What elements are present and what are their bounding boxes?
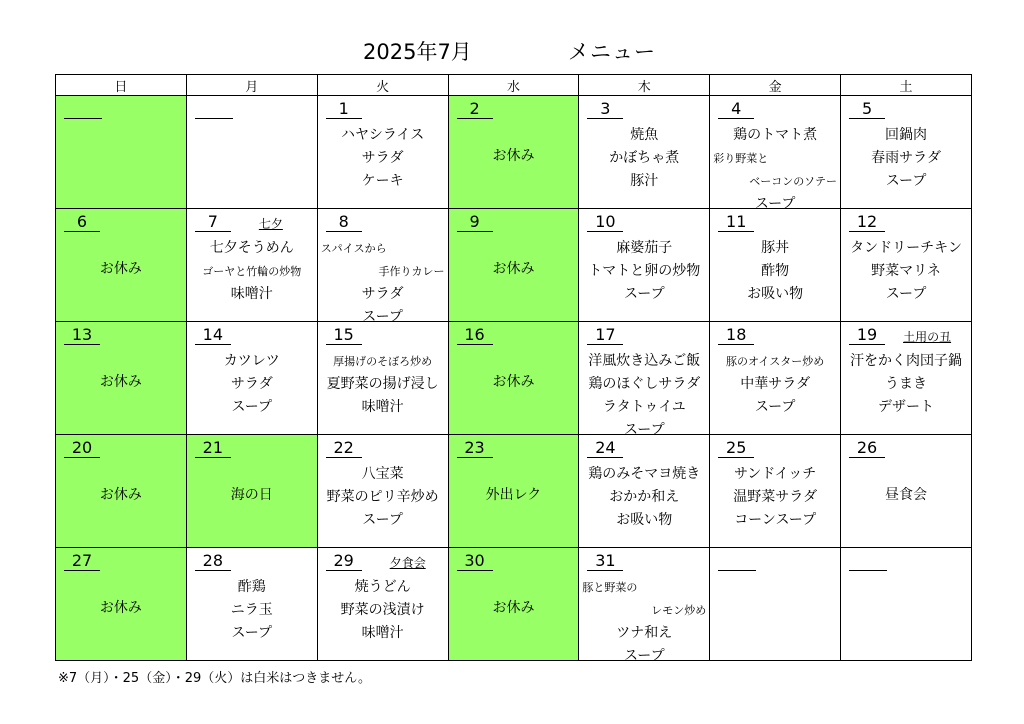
menu-item: うまき: [885, 376, 928, 392]
menu-item: スープ: [623, 648, 665, 664]
empty-day-line: [718, 551, 756, 571]
empty-day-line: [849, 551, 887, 571]
day-cell: [710, 435, 841, 548]
day-cell: [317, 209, 448, 325]
day-number: 17: [587, 325, 623, 345]
day-cell: [186, 96, 317, 209]
menu-list: [187, 237, 317, 306]
event-label: 夕食会: [389, 556, 426, 570]
menu-list: [841, 350, 971, 419]
weekday-tue: 火: [317, 75, 448, 96]
menu-item: 汗をかく肉団子鍋: [850, 353, 963, 369]
event-label: 七夕: [258, 217, 283, 231]
menu-item: 中華サラダ: [740, 376, 811, 392]
day-number: 21: [195, 438, 231, 458]
menu-item: 洋風炊き込みご飯: [588, 353, 701, 369]
menu-list: [318, 463, 448, 532]
day-center-label: お休み: [492, 600, 535, 616]
menu-item: 温野菜サラダ: [733, 489, 818, 505]
menu-item: デザート: [878, 399, 935, 415]
event-label: 土用の丑: [903, 330, 952, 344]
day-number: 5: [849, 99, 885, 119]
menu-item: 彩り野菜と: [713, 152, 769, 165]
menu-item: 鶏のみそマヨ焼き: [588, 466, 701, 482]
menu-item: タンドリーチキン: [850, 240, 962, 256]
day-number: 22: [326, 438, 362, 458]
menu-item: ニラ玉: [230, 602, 273, 618]
weekday-sat: 土: [841, 75, 972, 96]
day-cell: [56, 435, 187, 548]
menu-item: スープ: [754, 196, 796, 212]
menu-item: 手作りカレー: [378, 265, 445, 278]
day-center-label: お休み: [492, 261, 535, 277]
weekday-wed: 水: [448, 75, 579, 96]
day-number: 6: [64, 212, 100, 232]
day-cell: [579, 96, 710, 209]
menu-list: [318, 237, 448, 329]
day-cell: [56, 548, 187, 661]
weekday-fri: 金: [710, 75, 841, 96]
day-cell: [841, 96, 972, 209]
menu-item: スパイスから: [320, 242, 387, 255]
menu-item: ゴーヤと竹輪の炒物: [202, 265, 302, 278]
day-number: 28: [195, 551, 231, 571]
menu-item: 八宝菜: [361, 466, 404, 482]
day-cell: [841, 322, 972, 435]
menu-item: サンドイッチ: [733, 466, 817, 482]
day-number: 26: [849, 438, 885, 458]
day-cell: [579, 322, 710, 438]
menu-item: 夏野菜の揚げ浸し: [326, 376, 439, 392]
day-number: 16: [457, 325, 493, 345]
day-number: 30: [457, 551, 493, 571]
menu-item: 酢物: [761, 263, 790, 279]
day-number: 13: [64, 325, 100, 345]
menu-item: スープ: [362, 309, 403, 325]
day-center-label: お休み: [99, 261, 142, 277]
day-number: 9: [457, 212, 493, 232]
menu-item: 豚丼: [761, 240, 790, 256]
week-row: [56, 96, 972, 209]
day-center-label: 海の日: [230, 487, 273, 503]
weekday-header-row: [56, 75, 972, 96]
menu-item: サラダ: [230, 376, 273, 392]
menu-item: 味噌汁: [361, 625, 404, 641]
day-cell: [186, 435, 317, 548]
menu-item: 豚のオイスター炒め: [725, 355, 825, 368]
day-center-label: 外出レク: [485, 487, 542, 503]
day-cell: [448, 322, 579, 435]
day-cell: [841, 548, 972, 661]
title-menu-label: メニュー: [568, 40, 656, 64]
day-number: 27: [64, 551, 100, 571]
menu-list: [318, 124, 448, 193]
day-number: 15: [326, 325, 362, 345]
weekday-thu: 木: [579, 75, 710, 96]
menu-item: ケーキ: [361, 173, 404, 189]
title-month: 2025年7月: [363, 40, 472, 64]
menu-item: お吸い物: [616, 512, 673, 528]
menu-list: [187, 576, 317, 645]
day-cell: [448, 435, 579, 548]
menu-list: [841, 124, 971, 193]
week-row: [56, 548, 972, 661]
day-number: 10: [587, 212, 623, 232]
day-number: 14: [195, 325, 231, 345]
menu-item: スープ: [623, 422, 665, 438]
day-center-label: お休み: [99, 600, 142, 616]
week-row: [56, 435, 972, 548]
day-center-label: お休み: [492, 374, 535, 390]
day-cell: [579, 435, 710, 548]
menu-list: [318, 576, 448, 645]
day-cell: [710, 322, 841, 435]
menu-item: 鶏のトマト煮: [733, 127, 818, 143]
day-cell: [317, 548, 448, 661]
menu-item: スープ: [231, 399, 273, 415]
day-cell: [448, 96, 579, 209]
day-cell: [448, 548, 579, 661]
day-number: 24: [587, 438, 623, 458]
weekday-sun: 日: [56, 75, 187, 96]
menu-item: 焼うどん: [354, 579, 411, 595]
calendar-title: [0, 36, 1024, 66]
menu-item: スープ: [754, 399, 796, 415]
menu-item: 麻婆茄子: [616, 240, 673, 256]
day-cell: [710, 548, 841, 661]
day-cell: [579, 548, 710, 664]
day-cell: [56, 322, 187, 435]
menu-item: ラタトゥイユ: [602, 399, 686, 415]
menu-list: [710, 463, 840, 532]
day-cell: [841, 435, 972, 548]
day-number: 31: [587, 551, 623, 571]
menu-item: スープ: [362, 512, 403, 528]
day-number: 4: [718, 99, 754, 119]
menu-item: スープ: [623, 286, 665, 302]
menu-item: 鶏のほぐしサラダ: [588, 376, 701, 392]
menu-item: トマトと卵の炒物: [588, 263, 701, 279]
menu-item: スープ: [885, 173, 927, 189]
week-row: [56, 209, 972, 322]
day-number: 29: [326, 551, 362, 571]
day-number: 1: [326, 99, 362, 119]
menu-item: 豚汁: [630, 173, 659, 189]
menu-item: 野菜マリネ: [871, 263, 941, 279]
menu-list: [187, 350, 317, 419]
menu-item: ベーコンのソテー: [749, 175, 838, 188]
menu-list: [579, 350, 709, 442]
menu-item: 春雨サラダ: [871, 150, 941, 166]
menu-item: サラダ: [361, 286, 404, 302]
day-cell: [710, 96, 841, 212]
day-center-label: 昼食会: [885, 487, 928, 503]
day-number: 20: [64, 438, 100, 458]
footnote: ※7（月）・25（金）・29（火）は白米はつきません。: [58, 671, 372, 686]
menu-item: お吸い物: [747, 286, 804, 302]
menu-list: [318, 350, 448, 419]
day-cell: [710, 209, 841, 322]
day-cell: [56, 96, 187, 209]
menu-item: レモン炒め: [651, 604, 707, 617]
menu-item: 七夕そうめん: [209, 240, 294, 256]
day-cell: [186, 209, 317, 322]
day-center-label: お休み: [492, 148, 535, 164]
menu-list: [579, 124, 709, 193]
day-center-label: お休み: [99, 487, 142, 503]
menu-item: おかか和え: [609, 489, 680, 505]
empty-day-line: [195, 99, 233, 119]
menu-item: 焼魚: [630, 127, 659, 143]
menu-list: [710, 237, 840, 306]
menu-item: サラダ: [361, 150, 404, 166]
menu-item: 酢鶏: [237, 579, 266, 595]
menu-item: コーンスープ: [734, 512, 817, 528]
menu-list: [579, 237, 709, 306]
day-number: 19: [849, 325, 885, 345]
day-cell: [186, 548, 317, 661]
day-cell: [579, 209, 710, 322]
day-number: 2: [457, 99, 493, 119]
menu-item: 厚揚げのそぼろ炒め: [333, 355, 433, 368]
menu-item: 味噌汁: [361, 399, 404, 415]
calendar-body: [56, 96, 972, 664]
menu-item: ツナ和え: [616, 625, 673, 641]
menu-item: 味噌汁: [230, 286, 273, 302]
menu-calendar: [55, 74, 972, 664]
menu-list: [710, 350, 840, 419]
menu-item: かぼちゃ煮: [609, 150, 680, 166]
menu-item: ハヤシライス: [340, 127, 425, 143]
day-center-label: お休み: [99, 374, 142, 390]
menu-list: [841, 237, 971, 306]
weekday-mon: 月: [186, 75, 317, 96]
day-cell: [56, 209, 187, 322]
menu-list: [579, 463, 709, 532]
menu-item: 野菜のピリ辛炒め: [326, 489, 439, 505]
menu-item: カツレツ: [223, 353, 280, 369]
menu-item: 豚と野菜の: [582, 581, 638, 594]
day-number: 8: [326, 212, 362, 232]
menu-item: 回鍋肉: [885, 127, 928, 143]
menu-item: 野菜の浅漬け: [340, 602, 425, 618]
day-number: 23: [457, 438, 493, 458]
day-cell: [317, 322, 448, 435]
week-row: [56, 322, 972, 435]
menu-list: [579, 576, 709, 668]
day-cell: [448, 209, 579, 322]
day-number: 3: [587, 99, 623, 119]
day-cell: [841, 209, 972, 322]
day-cell: [186, 322, 317, 435]
day-number: 11: [718, 212, 754, 232]
empty-day-line: [64, 99, 102, 119]
day-cell: [317, 435, 448, 548]
day-number: 12: [849, 212, 885, 232]
day-number: 25: [718, 438, 754, 458]
day-number: 7: [195, 212, 231, 232]
day-cell: [317, 96, 448, 209]
menu-list: [710, 124, 840, 216]
menu-item: スープ: [885, 286, 927, 302]
day-number: 18: [718, 325, 754, 345]
menu-item: スープ: [231, 625, 273, 641]
